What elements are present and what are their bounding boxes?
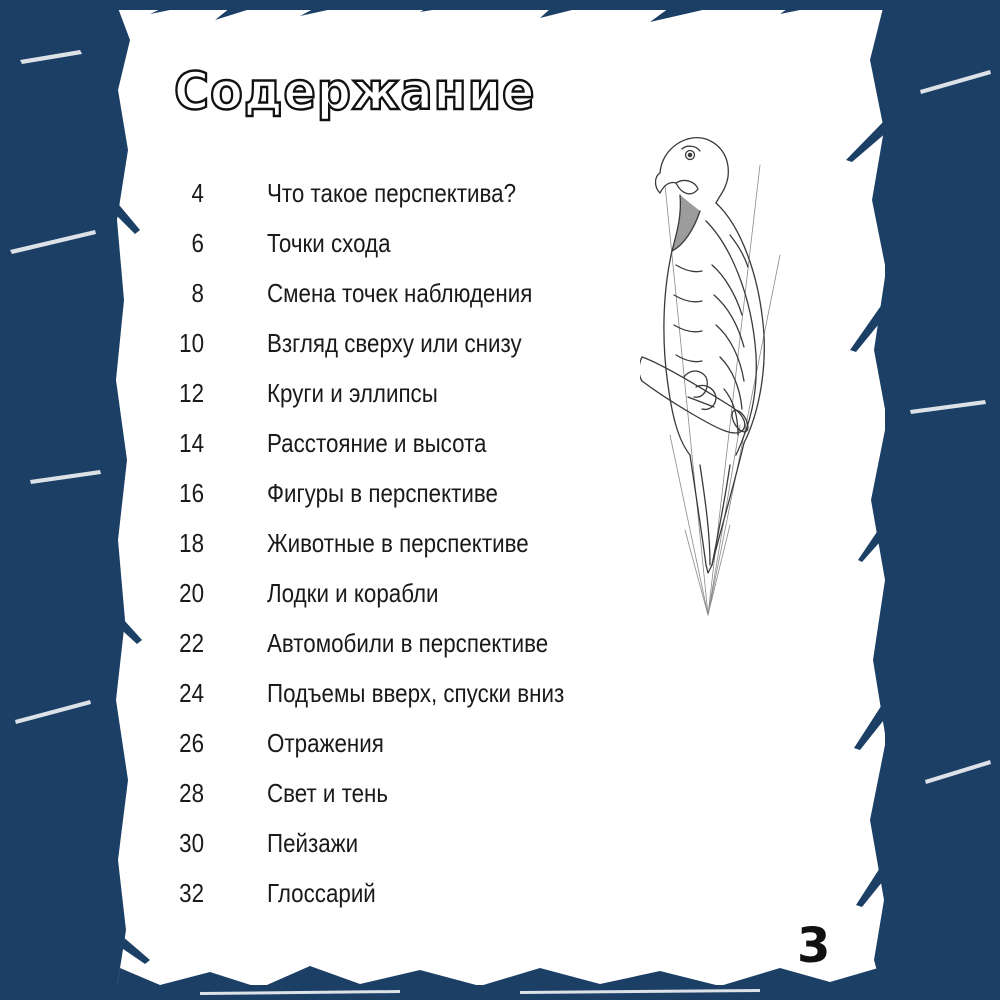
toc-page-number: 20: [179, 577, 204, 608]
page-title: Содержание: [174, 62, 536, 122]
toc-entry-title: Лодки и корабли: [267, 577, 439, 608]
toc-entry: [150, 468, 620, 518]
toc-entry-title: Расстояние и высота: [267, 427, 487, 458]
toc-entry: [150, 318, 620, 368]
toc-entry-title: Точки схода: [267, 227, 391, 258]
toc-entry: [150, 668, 620, 718]
toc-page-number: 6: [191, 227, 204, 258]
toc-entry: [150, 768, 620, 818]
toc-entry: [150, 718, 620, 768]
toc-entry-title: Автомобили в перспективе: [267, 627, 549, 658]
toc-page-number: 16: [179, 477, 204, 508]
toc-entry: [150, 168, 620, 218]
toc-entry: [150, 418, 620, 468]
toc-entry: [150, 818, 620, 868]
toc-entry: [150, 518, 620, 568]
toc-page-number: 22: [179, 627, 204, 658]
toc-entry-title: Что такое перспектива?: [267, 177, 517, 208]
toc-entry-title: Взгляд сверху или снизу: [267, 327, 522, 358]
toc-page-number: 8: [191, 277, 204, 308]
toc-entry-title: Фигуры в перспективе: [267, 477, 498, 508]
toc-page-number: 12: [179, 377, 204, 408]
toc-entry-title: Пейзажи: [267, 827, 359, 858]
toc-page-number: 28: [179, 777, 204, 808]
toc-entry-title: Круги и эллипсы: [267, 377, 438, 408]
toc-page-number: 10: [179, 327, 204, 358]
toc-page-number: 4: [191, 177, 204, 208]
toc-page-number: 30: [179, 827, 204, 858]
toc-entry: [150, 618, 620, 668]
toc-page-number: 32: [179, 877, 204, 908]
toc-entry: [150, 268, 620, 318]
toc-entry-title: Смена точек наблюдения: [267, 277, 533, 308]
toc-entry-title: Свет и тень: [267, 777, 389, 808]
page-number: 3: [797, 918, 831, 974]
toc-page-number: 18: [179, 527, 204, 558]
toc-entry: [150, 868, 620, 918]
toc-page-number: 14: [179, 427, 204, 458]
toc-entry: [150, 368, 620, 418]
table-of-contents: [150, 168, 620, 918]
toc-entry: [150, 218, 620, 268]
toc-page-number: 26: [179, 727, 204, 758]
toc-entry: [150, 568, 620, 618]
toc-entry-title: Подъемы вверх, спуски вниз: [267, 677, 565, 708]
toc-entry-title: Отражения: [267, 727, 384, 758]
parrot-sketch-icon: [640, 125, 790, 625]
toc-page-number: 24: [179, 677, 204, 708]
toc-entry-title: Животные в перспективе: [267, 527, 529, 558]
toc-entry-title: Глоссарий: [267, 877, 376, 908]
